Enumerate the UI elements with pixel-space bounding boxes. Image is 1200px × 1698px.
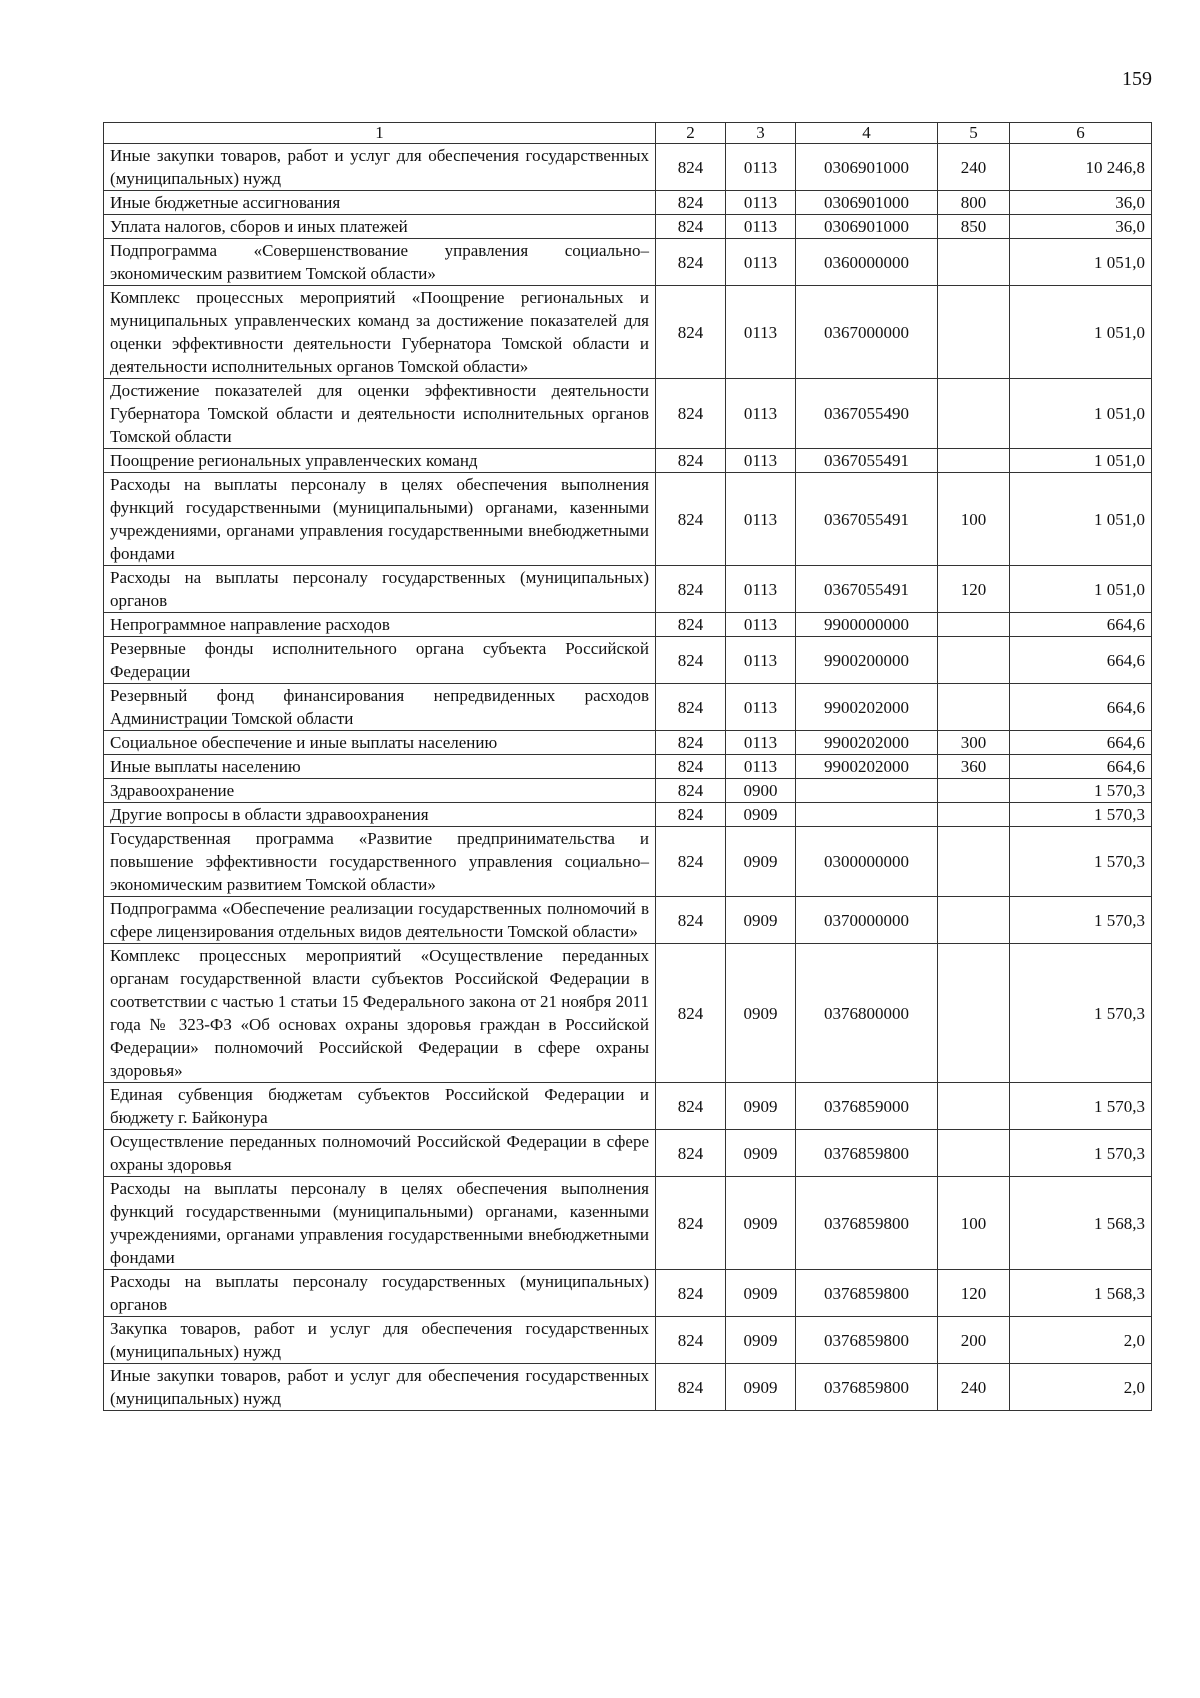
row-target-article: 0360000000 <box>796 239 938 286</box>
row-amount: 1 568,3 <box>1010 1177 1152 1270</box>
row-name-cell: Комплекс процессных мероприятий «Осуществление переданных органам государственной власти субъектов Российской Федерации в соответствии с частью 1 статьи 15 Федерального закона от 21 ноября 2011 года № 323-ФЗ «Об основах охраны здоровья граждан в Российской Федерации» полномочий Российской Федерации в сфере охраны здоровья» <box>104 944 656 1083</box>
row-ministry-code: 824 <box>656 684 726 731</box>
row-expense-type <box>938 779 1010 803</box>
row-expense-type <box>938 637 1010 684</box>
row-name-cell: Подпрограмма «Обеспечение реализации государственных полномочий в сфере лицензирования отдельных видов деятельности Томской области» <box>104 897 656 944</box>
row-expense-type: 100 <box>938 473 1010 566</box>
table-row <box>104 566 1152 613</box>
table-row <box>104 1130 1152 1177</box>
row-ministry-code: 824 <box>656 1364 726 1411</box>
row-expense-type <box>938 944 1010 1083</box>
table-row <box>104 779 1152 803</box>
row-target-article: 0376859800 <box>796 1270 938 1317</box>
row-ministry-code: 824 <box>656 827 726 897</box>
row-ministry-code: 824 <box>656 191 726 215</box>
row-amount: 1 568,3 <box>1010 1270 1152 1317</box>
row-amount: 1 051,0 <box>1010 473 1152 566</box>
row-amount: 1 570,3 <box>1010 1130 1152 1177</box>
table-row <box>104 215 1152 239</box>
row-ministry-code: 824 <box>656 144 726 191</box>
row-section-code: 0113 <box>726 191 796 215</box>
row-section-code: 0113 <box>726 613 796 637</box>
row-target-article: 0376859800 <box>796 1130 938 1177</box>
row-target-article: 0376800000 <box>796 944 938 1083</box>
row-amount: 1 051,0 <box>1010 449 1152 473</box>
row-amount: 2,0 <box>1010 1364 1152 1411</box>
row-section-code: 0113 <box>726 239 796 286</box>
row-expense-type: 240 <box>938 144 1010 191</box>
row-name-cell: Комплекс процессных мероприятий «Поощрение региональных и муниципальных управленческих команд за достижение показателей для оценки эффективности деятельности Губернатора Томской области и деятельности исполнительных органов Томской области» <box>104 286 656 379</box>
row-section-code: 0909 <box>726 897 796 944</box>
row-target-article: 9900202000 <box>796 755 938 779</box>
table-row <box>104 1177 1152 1270</box>
row-ministry-code: 824 <box>656 944 726 1083</box>
row-ministry-code: 824 <box>656 803 726 827</box>
table-row <box>104 1317 1152 1364</box>
row-target-article: 0300000000 <box>796 827 938 897</box>
header-cell: 2 <box>656 123 726 144</box>
table-row <box>104 731 1152 755</box>
row-section-code: 0909 <box>726 1177 796 1270</box>
table-row <box>104 944 1152 1083</box>
row-ministry-code: 824 <box>656 755 726 779</box>
header-cell: 1 <box>104 123 656 144</box>
row-ministry-code: 824 <box>656 1177 726 1270</box>
row-amount: 1 570,3 <box>1010 779 1152 803</box>
table-row <box>104 755 1152 779</box>
row-section-code: 0113 <box>726 566 796 613</box>
table-row <box>104 286 1152 379</box>
row-amount: 664,6 <box>1010 684 1152 731</box>
table-row <box>104 379 1152 449</box>
row-name-cell: Расходы на выплаты персоналу государственных (муниципальных) органов <box>104 1270 656 1317</box>
row-expense-type: 360 <box>938 755 1010 779</box>
table-row <box>104 897 1152 944</box>
row-expense-type: 800 <box>938 191 1010 215</box>
row-name-cell: Расходы на выплаты персоналу в целях обеспечения выполнения функций государственными (муниципальными) органами, казенными учреждениями, органами управления государственными внебюджетными фондами <box>104 473 656 566</box>
row-name-cell: Уплата налогов, сборов и иных платежей <box>104 215 656 239</box>
row-target-article: 0367000000 <box>796 286 938 379</box>
table-row <box>104 1270 1152 1317</box>
row-target-article: 9900000000 <box>796 613 938 637</box>
row-name-cell: Государственная программа «Развитие предпринимательства и повышение эффективности государственного управления социально–экономическим развитием Томской области» <box>104 827 656 897</box>
row-target-article <box>796 779 938 803</box>
row-target-article: 0306901000 <box>796 215 938 239</box>
row-name-cell: Социальное обеспечение и иные выплаты населению <box>104 731 656 755</box>
row-ministry-code: 824 <box>656 286 726 379</box>
table-row <box>104 1083 1152 1130</box>
row-expense-type: 300 <box>938 731 1010 755</box>
row-section-code: 0900 <box>726 779 796 803</box>
row-section-code: 0113 <box>726 449 796 473</box>
header-cell: 4 <box>796 123 938 144</box>
table-row <box>104 637 1152 684</box>
row-name-cell: Осуществление переданных полномочий Российской Федерации в сфере охраны здоровья <box>104 1130 656 1177</box>
row-section-code: 0113 <box>726 637 796 684</box>
row-ministry-code: 824 <box>656 731 726 755</box>
table-row <box>104 449 1152 473</box>
row-expense-type <box>938 379 1010 449</box>
row-name-cell: Непрограммное направление расходов <box>104 613 656 637</box>
row-ministry-code: 824 <box>656 473 726 566</box>
row-target-article: 0376859000 <box>796 1083 938 1130</box>
row-expense-type: 120 <box>938 566 1010 613</box>
row-amount: 664,6 <box>1010 731 1152 755</box>
row-ministry-code: 824 <box>656 1083 726 1130</box>
row-target-article: 0306901000 <box>796 191 938 215</box>
row-target-article: 0376859800 <box>796 1177 938 1270</box>
row-target-article: 0376859800 <box>796 1364 938 1411</box>
row-name-cell: Расходы на выплаты персоналу государственных (муниципальных) органов <box>104 566 656 613</box>
row-amount: 36,0 <box>1010 191 1152 215</box>
row-expense-type <box>938 803 1010 827</box>
page-number: 159 <box>1122 68 1152 90</box>
table-row <box>104 684 1152 731</box>
table-row <box>104 144 1152 191</box>
row-ministry-code: 824 <box>656 1130 726 1177</box>
table-row <box>104 473 1152 566</box>
row-target-article: 9900200000 <box>796 637 938 684</box>
row-ministry-code: 824 <box>656 215 726 239</box>
row-target-article: 0367055491 <box>796 473 938 566</box>
row-amount: 1 051,0 <box>1010 286 1152 379</box>
row-target-article: 0367055491 <box>796 566 938 613</box>
budget-table <box>103 122 1152 1411</box>
row-ministry-code: 824 <box>656 566 726 613</box>
row-ministry-code: 824 <box>656 613 726 637</box>
row-section-code: 0909 <box>726 1317 796 1364</box>
row-name-cell: Единая субвенция бюджетам субъектов Российской Федерации и бюджету г. Байконура <box>104 1083 656 1130</box>
row-ministry-code: 824 <box>656 1270 726 1317</box>
row-ministry-code: 824 <box>656 637 726 684</box>
row-section-code: 0909 <box>726 803 796 827</box>
row-section-code: 0113 <box>726 215 796 239</box>
row-name-cell: Достижение показателей для оценки эффективности деятельности Губернатора Томской области и деятельности исполнительных органов Томской области <box>104 379 656 449</box>
row-target-article: 9900202000 <box>796 684 938 731</box>
header-row <box>104 123 1152 144</box>
row-section-code: 0909 <box>726 1083 796 1130</box>
row-name-cell: Расходы на выплаты персоналу в целях обеспечения выполнения функций государственными (муниципальными) органами, казенными учреждениями, органами управления государственными внебюджетными фондами <box>104 1177 656 1270</box>
table-row <box>104 803 1152 827</box>
row-amount: 664,6 <box>1010 637 1152 684</box>
row-name-cell: Поощрение региональных управленческих команд <box>104 449 656 473</box>
row-amount: 1 051,0 <box>1010 239 1152 286</box>
row-expense-type <box>938 684 1010 731</box>
row-target-article <box>796 803 938 827</box>
row-name-cell: Резервные фонды исполнительного органа субъекта Российской Федерации <box>104 637 656 684</box>
row-section-code: 0113 <box>726 144 796 191</box>
table-row <box>104 239 1152 286</box>
row-name-cell: Закупка товаров, работ и услуг для обеспечения государственных (муниципальных) нужд <box>104 1317 656 1364</box>
row-name-cell: Иные закупки товаров, работ и услуг для обеспечения государственных (муниципальных) нужд <box>104 144 656 191</box>
row-ministry-code: 824 <box>656 379 726 449</box>
row-ministry-code: 824 <box>656 897 726 944</box>
row-section-code: 0909 <box>726 1364 796 1411</box>
row-expense-type <box>938 239 1010 286</box>
row-expense-type <box>938 1083 1010 1130</box>
row-target-article: 9900202000 <box>796 731 938 755</box>
row-ministry-code: 824 <box>656 239 726 286</box>
row-expense-type: 850 <box>938 215 1010 239</box>
row-section-code: 0909 <box>726 827 796 897</box>
row-section-code: 0909 <box>726 944 796 1083</box>
row-amount: 664,6 <box>1010 755 1152 779</box>
header-cell: 5 <box>938 123 1010 144</box>
row-section-code: 0909 <box>726 1270 796 1317</box>
row-expense-type: 100 <box>938 1177 1010 1270</box>
row-section-code: 0113 <box>726 286 796 379</box>
row-amount: 664,6 <box>1010 613 1152 637</box>
row-amount: 1 570,3 <box>1010 803 1152 827</box>
row-expense-type <box>938 897 1010 944</box>
row-expense-type: 200 <box>938 1317 1010 1364</box>
row-amount: 36,0 <box>1010 215 1152 239</box>
row-section-code: 0113 <box>726 473 796 566</box>
row-name-cell: Здравоохранение <box>104 779 656 803</box>
header-cell: 6 <box>1010 123 1152 144</box>
row-name-cell: Другие вопросы в области здравоохранения <box>104 803 656 827</box>
row-target-article: 0370000000 <box>796 897 938 944</box>
row-target-article: 0306901000 <box>796 144 938 191</box>
row-section-code: 0113 <box>726 755 796 779</box>
table-row <box>104 827 1152 897</box>
row-amount: 1 570,3 <box>1010 897 1152 944</box>
row-section-code: 0113 <box>726 684 796 731</box>
row-name-cell: Подпрограмма «Совершенствование управления социально–экономическим развитием Томской области» <box>104 239 656 286</box>
row-amount: 1 570,3 <box>1010 1083 1152 1130</box>
row-expense-type <box>938 1130 1010 1177</box>
row-amount: 1 570,3 <box>1010 944 1152 1083</box>
row-expense-type <box>938 827 1010 897</box>
header-cell: 3 <box>726 123 796 144</box>
row-ministry-code: 824 <box>656 779 726 803</box>
table-row <box>104 613 1152 637</box>
row-amount: 1 570,3 <box>1010 827 1152 897</box>
row-target-article: 0376859800 <box>796 1317 938 1364</box>
row-expense-type <box>938 286 1010 379</box>
row-expense-type: 120 <box>938 1270 1010 1317</box>
row-ministry-code: 824 <box>656 449 726 473</box>
row-ministry-code: 824 <box>656 1317 726 1364</box>
row-name-cell: Иные закупки товаров, работ и услуг для обеспечения государственных (муниципальных) нужд <box>104 1364 656 1411</box>
row-amount: 1 051,0 <box>1010 566 1152 613</box>
row-section-code: 0113 <box>726 731 796 755</box>
row-amount: 2,0 <box>1010 1317 1152 1364</box>
row-target-article: 0367055491 <box>796 449 938 473</box>
table-row <box>104 191 1152 215</box>
row-expense-type: 240 <box>938 1364 1010 1411</box>
row-name-cell: Иные бюджетные ассигнования <box>104 191 656 215</box>
row-name-cell: Иные выплаты населению <box>104 755 656 779</box>
row-section-code: 0113 <box>726 379 796 449</box>
row-amount: 10 246,8 <box>1010 144 1152 191</box>
row-name-cell: Резервный фонд финансирования непредвиденных расходов Администрации Томской области <box>104 684 656 731</box>
row-expense-type <box>938 449 1010 473</box>
row-expense-type <box>938 613 1010 637</box>
row-section-code: 0909 <box>726 1130 796 1177</box>
table-row <box>104 1364 1152 1411</box>
row-target-article: 0367055490 <box>796 379 938 449</box>
row-amount: 1 051,0 <box>1010 379 1152 449</box>
